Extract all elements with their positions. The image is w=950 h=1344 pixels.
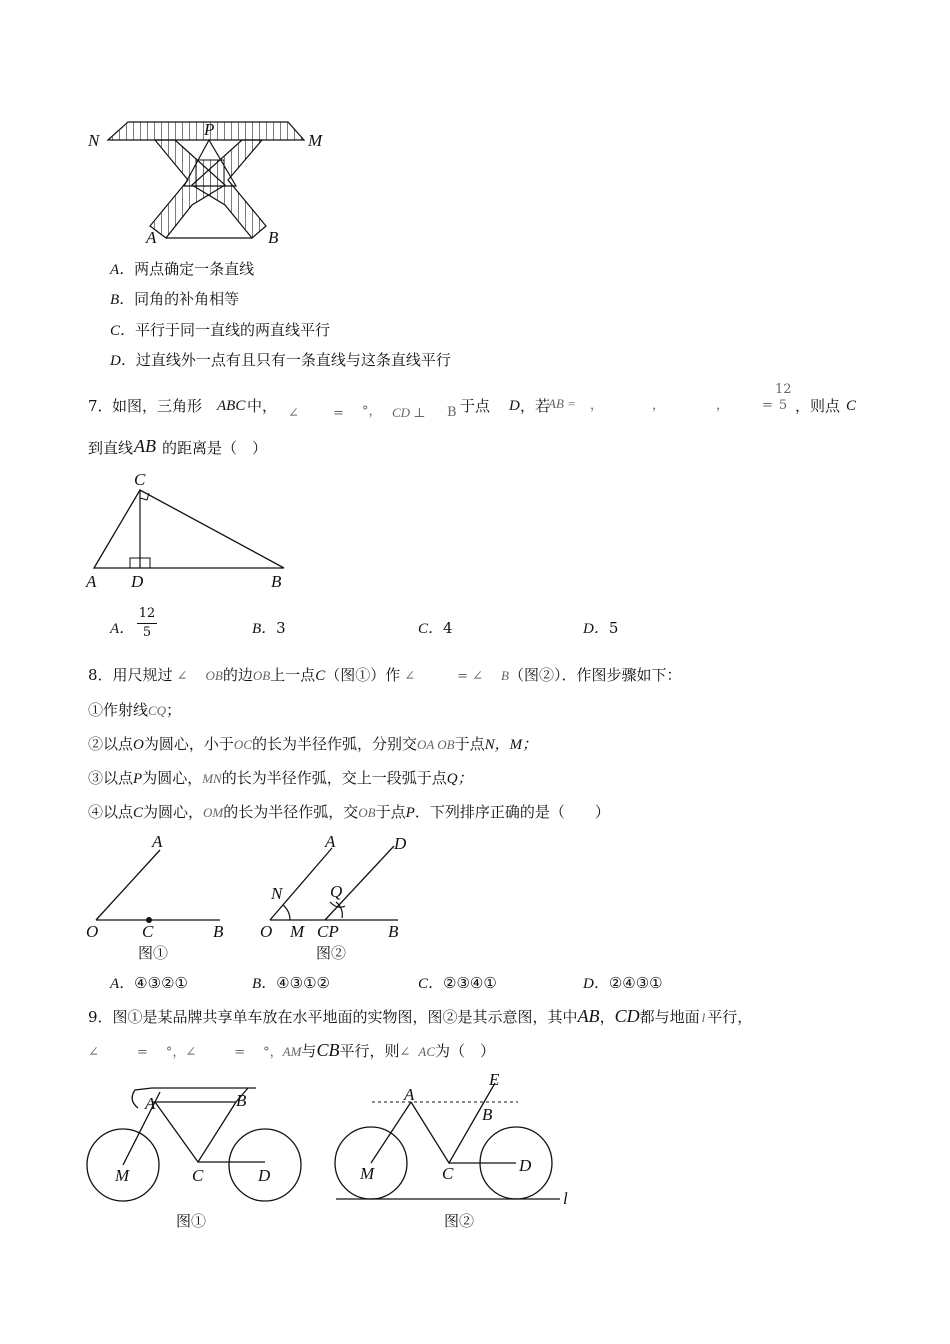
q9-fig2-A: A xyxy=(404,1085,415,1104)
q7-comma-2: ， xyxy=(652,398,666,413)
q9-fig2-C: C xyxy=(442,1164,454,1183)
q7-comma-1: ， xyxy=(590,398,604,413)
q7-ab: AB xyxy=(134,436,156,456)
q6-option-a[interactable]: A．两点确定一条直线 xyxy=(110,260,255,278)
q7-eq-2: = xyxy=(762,398,773,413)
q7-fraction: 12 5 xyxy=(775,382,792,413)
q8-fig2-N: N xyxy=(271,884,283,903)
q8-fig2-B: B xyxy=(388,922,399,941)
q8-fig1-O: O xyxy=(86,922,99,941)
q7-deg: °， xyxy=(362,404,382,419)
q9-fig2-M: M xyxy=(360,1164,375,1183)
label-M: M xyxy=(308,131,323,150)
q9-fig1-C: C xyxy=(192,1166,204,1185)
q7-label-D: D xyxy=(131,572,144,591)
q7-ab-eq: AB = xyxy=(548,396,576,411)
q7-comma-3: ， xyxy=(716,398,730,413)
q7-option-d[interactable]: D．5 xyxy=(583,619,619,637)
q8-fig1-B: B xyxy=(213,922,224,941)
q7-faint-ab: B xyxy=(447,405,457,420)
q7-text-2a: 到直线 xyxy=(88,439,134,457)
q7-option-a-fraction: 12 5 xyxy=(138,606,156,640)
q7-option-c[interactable]: C．4 xyxy=(418,619,453,637)
q7-option-b[interactable]: B．3 xyxy=(252,619,286,637)
q9-fig1-D: D xyxy=(258,1166,271,1185)
q8-option-d[interactable]: D．②④③① xyxy=(583,974,663,992)
q7-text-2b: 的距离是（ ） xyxy=(162,439,268,457)
q8-fig1-C: C xyxy=(142,922,154,941)
q7-abc: ABC xyxy=(217,398,246,414)
q8-option-b[interactable]: B．④③①② xyxy=(252,974,330,992)
q9-fig1-A: A xyxy=(145,1094,156,1113)
q6-option-d[interactable]: D．过直线外一点有且只有一条直线与这条直线平行 xyxy=(110,351,451,369)
q7-cd-perp: CD ⊥ xyxy=(392,405,426,420)
q8-fig2-D: D xyxy=(394,834,407,853)
q7-d: D xyxy=(509,398,520,414)
q9-fig2-D: D xyxy=(519,1156,532,1175)
q7-option-a[interactable]: A． xyxy=(110,621,135,637)
q8-step-3: ③以点P为圆心，MN的长为半径作弧，交上一段弧于点Q； xyxy=(88,769,473,787)
label-B: B xyxy=(268,228,279,247)
q9-line-1: 9．图①是某品牌共享单车放在水平地面的实物图，图②是其示意图，其中AB，CD都与地面 l 平行， xyxy=(88,1006,753,1026)
q8-fig2-caption: 图② xyxy=(316,944,347,962)
q9-fig1-M: M xyxy=(115,1166,130,1185)
q7-angle: ∠ xyxy=(288,406,299,421)
label-P: P xyxy=(204,120,215,139)
q7-text-a: 如图，三角形 xyxy=(112,397,203,415)
q8-step-2: ②以点O为圆心，小于OC的长为半径作弧，分别交OA OB于点N，M； xyxy=(88,735,538,753)
q6-option-c[interactable]: C．平行于同一直线的两直线平行 xyxy=(110,321,331,339)
q9-fig1-caption: 图① xyxy=(176,1212,207,1230)
q7-eq: = xyxy=(333,406,344,421)
label-N: N xyxy=(88,131,100,150)
q7-number: 7． xyxy=(88,397,113,415)
q6-option-b[interactable]: B．同角的补角相等 xyxy=(110,290,240,308)
q7-text-c: 于点 xyxy=(460,397,491,415)
q7-label-C: C xyxy=(134,470,146,489)
q7-label-B: B xyxy=(271,572,282,591)
q9-fig2-B: B xyxy=(482,1105,493,1124)
q9-fig2-caption: 图② xyxy=(444,1212,475,1230)
q8-fig1-A: A xyxy=(152,832,163,851)
q8-fig2-A: A xyxy=(325,832,336,851)
q8-fig2-CP: CP xyxy=(317,922,339,941)
q8-fig1-caption: 图① xyxy=(138,944,169,962)
q8-fig2-O: O xyxy=(260,922,273,941)
q9-fig1-B: B xyxy=(236,1091,247,1110)
q8-fig2-M: M xyxy=(290,922,305,941)
q9-fig2-l: l xyxy=(563,1189,568,1208)
q8-step-4: ④以点C为圆心，OM的长为半径作弧，交OB于点P．下列排序正确的是（ ） xyxy=(88,803,610,821)
q7-text-e: ，则点 xyxy=(795,397,841,415)
label-A: A xyxy=(146,228,157,247)
q8-option-a[interactable]: A．④③②① xyxy=(110,974,188,992)
q8-fig2-Q: Q xyxy=(330,882,343,901)
q8-step-1: ①作射线CQ； xyxy=(88,701,182,719)
q7-text-d: ，若 xyxy=(520,397,551,415)
q9-fig2-E: E xyxy=(489,1070,500,1089)
q9-line-2: ∠ = °，∠ = °，AM与CB平行，则∠ AC为（ ） xyxy=(88,1040,496,1060)
q7-label-A: A xyxy=(86,572,97,591)
q7-text-b: 中， xyxy=(247,397,278,415)
q8-line-1: 8．用尺规过 ∠ OB的边OB上一点C（图①）作 ∠ = ∠ B（图②）．作图步骤如下： xyxy=(88,666,682,684)
q7-c: C xyxy=(846,398,857,414)
q8-option-c[interactable]: C．②③④① xyxy=(418,974,497,992)
